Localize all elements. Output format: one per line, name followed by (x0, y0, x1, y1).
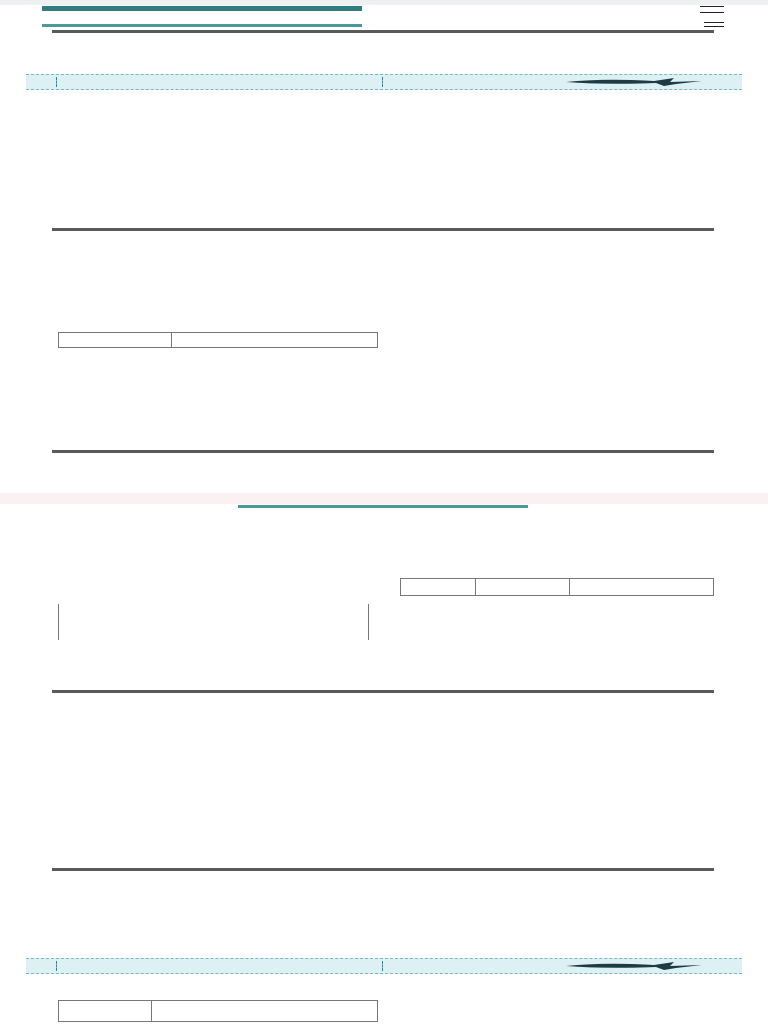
promo-banner (26, 958, 742, 974)
article-column-right (400, 454, 710, 490)
data-table (58, 332, 378, 348)
article-column-left (58, 92, 368, 222)
section-rule (52, 30, 714, 33)
article-column-left (58, 872, 368, 954)
header-underline (42, 24, 362, 27)
quote-bar (368, 604, 370, 640)
article-column-left (58, 232, 368, 332)
section-rule (52, 450, 714, 453)
page-title (42, 17, 602, 24)
article-column-right (400, 694, 710, 866)
data-table (400, 578, 714, 596)
article-column-right (400, 512, 710, 688)
article-column-left (58, 34, 368, 72)
promo-banner (26, 74, 742, 90)
article-column-right (400, 34, 710, 72)
page-number-mark-icon (704, 22, 724, 27)
shark-icon (564, 77, 704, 87)
article-column-left (58, 350, 368, 445)
article-column-right (400, 872, 710, 954)
section-break-band (0, 493, 768, 504)
logo-mark-icon (700, 6, 724, 13)
article-column-left (58, 512, 368, 688)
top-strip (0, 0, 768, 5)
section-rule (52, 868, 714, 871)
data-table (58, 1000, 378, 1022)
section-rule (52, 228, 714, 231)
shark-icon (564, 961, 704, 971)
article-column-right (400, 232, 710, 442)
section-rule (52, 690, 714, 693)
article-column-left (58, 694, 368, 866)
article-column-left (58, 454, 368, 490)
article-column-right (400, 92, 710, 222)
header-accent-bar (42, 6, 362, 11)
quote-bar (58, 604, 60, 640)
article-column-right (400, 976, 710, 1022)
section-break-underline (238, 505, 528, 508)
